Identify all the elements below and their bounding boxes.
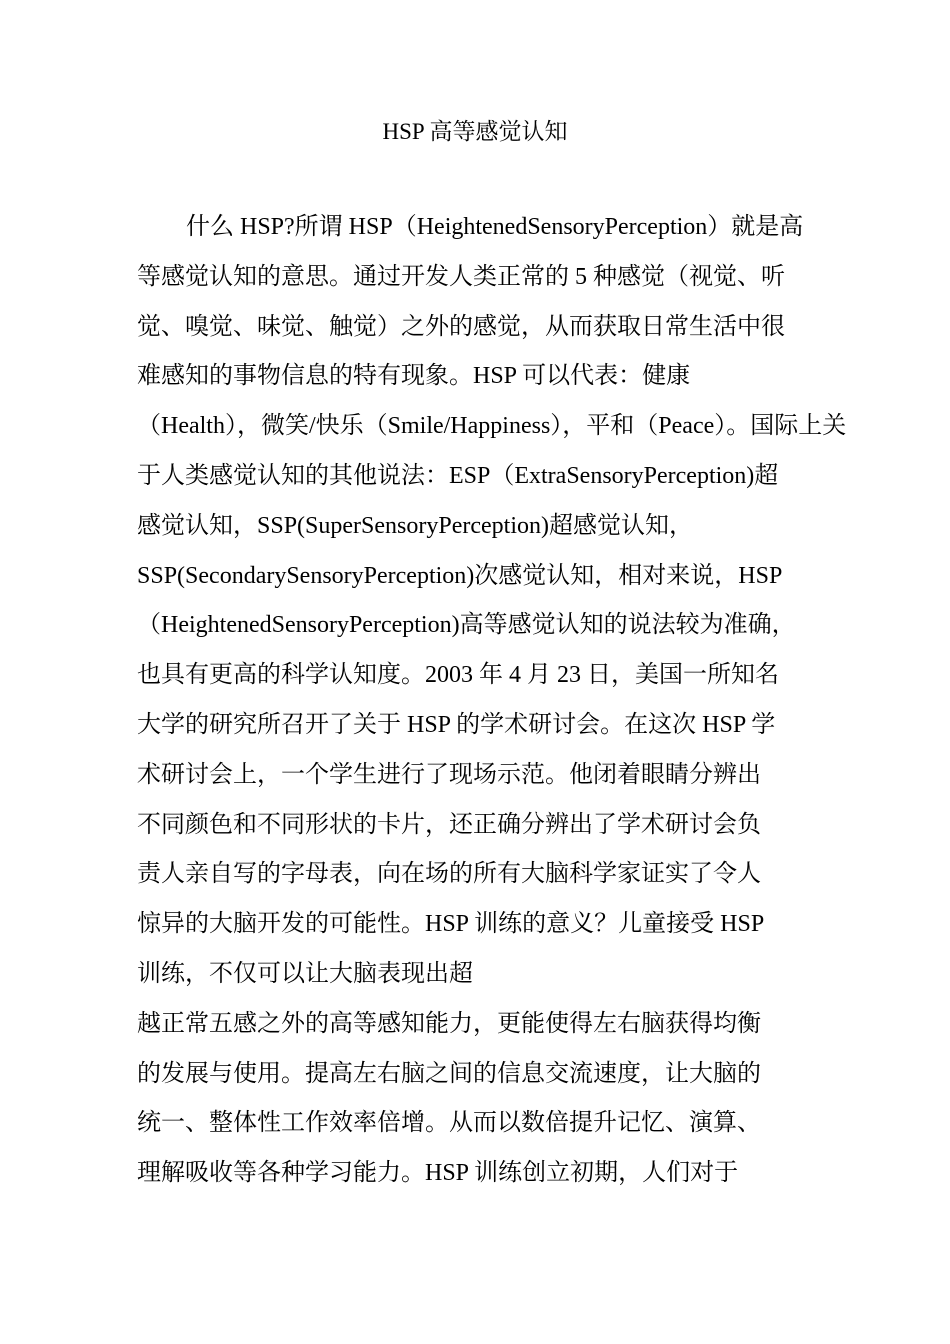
body-line: 术研讨会上，一个学生进行了现场示范。他闭着眼睛分辨出 xyxy=(137,761,761,788)
document-title: HSP 高等感觉认知 xyxy=(382,119,568,144)
body-line: 什么 HSP?所谓 HSP（HeightenedSensoryPerception）就是高 xyxy=(186,214,804,240)
body-line: 惊异的大脑开发的可能性。HSP 训练的意义？儿童接受 HSP xyxy=(137,911,765,938)
body-line: （HeightenedSensoryPerception)高等感觉认知的说法较为准确， xyxy=(137,612,796,639)
body-line: 理解吸收等各种学习能力。HSP 训练创立初期，人们对于 xyxy=(137,1160,739,1187)
body-line: （Health），微笑/快乐（Smile/Happiness），平和（Peace）。国际上关 xyxy=(137,413,847,440)
body-line: 觉、嗅觉、味觉、触觉）之外的感觉，从而获取日常生活中很 xyxy=(137,313,785,340)
body-line: 的发展与使用。提高左右脑之间的信息交流速度，让大脑的 xyxy=(137,1060,761,1087)
body-line: SSP(SecondarySensoryPerception)次感觉认知，相对来说，HSP xyxy=(137,562,783,589)
body-line: 统一、整体性工作效率倍增。从而以数倍提升记忆、演算、 xyxy=(137,1110,761,1137)
body-line: 大学的研究所召开了关于 HSP 的学术研讨会。在这次 HSP 学 xyxy=(137,711,776,738)
body-line: 越正常五感之外的高等感知能力，更能使得左右脑获得均衡 xyxy=(137,1010,761,1037)
body-line: 不同颜色和不同形状的卡片，还正确分辨出了学术研讨会负 xyxy=(137,811,761,838)
body-line: 感觉认知，SSP(SuperSensoryPerception)超感觉认知， xyxy=(137,512,693,539)
body-line: 责人亲自写的字母表，向在场的所有大脑科学家证实了令人 xyxy=(137,861,761,888)
body-line: 等感觉认知的意思。通过开发人类正常的 5 种感觉（视觉、听 xyxy=(137,263,785,290)
body-line: 难感知的事物信息的特有现象。HSP 可以代表：健康 xyxy=(137,363,691,390)
body-line: 于人类感觉认知的其他说法：ESP（ExtraSensoryPerception)超 xyxy=(137,462,779,489)
document-body xyxy=(137,203,847,1199)
body-line: 也具有更高的科学认知度。2003 年 4 月 23 日，美国一所知名 xyxy=(137,662,779,689)
body-line: 训练，不仅可以让大脑表现出超 xyxy=(137,960,473,987)
